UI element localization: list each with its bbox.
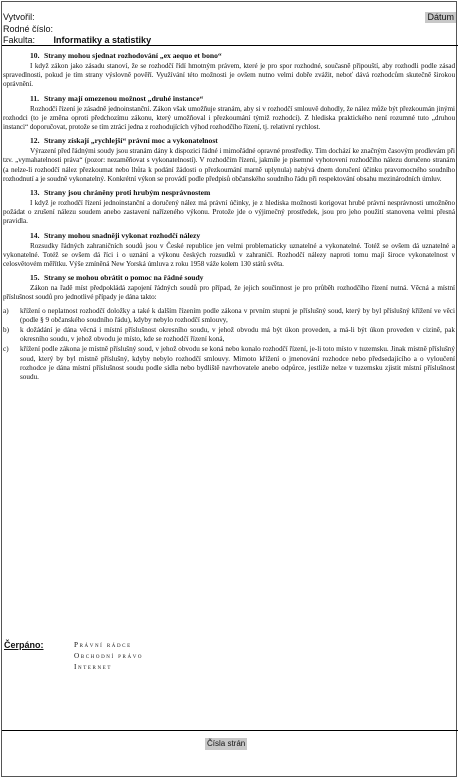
section — [3, 136, 455, 184]
section-paragraph: Zákon na řadě míst předpokládá zapojení řádných soudů pro případ, že jejich součinnost je pro průběh rozhodčího řízení nutná. Věcná a místní příslušnost soudů pro jednotlivé případy je dána takto: — [3, 284, 455, 302]
section-title: Strany mohou snadněji vykonat rozhodčí nálezy — [44, 230, 201, 240]
faculty-value: Informatiky a statistiky — [53, 35, 152, 45]
section-title: Strany se mohou obrátit o pomoc na řádné soudy — [44, 273, 204, 283]
section-number: 10. — [30, 51, 40, 60]
list-item — [3, 326, 455, 344]
source-item: Internet — [74, 663, 112, 671]
date-field: Dátum — [427, 12, 454, 22]
section — [3, 231, 455, 270]
faculty-label: Fakulta: — [3, 35, 36, 45]
section-heading — [3, 273, 455, 283]
section-heading — [3, 51, 455, 61]
footer-divider — [2, 730, 458, 731]
sources-label: Čerpáno: — [4, 640, 44, 650]
section-heading — [3, 136, 455, 146]
source-item: Obchodní právo — [74, 652, 144, 660]
section-heading — [3, 188, 455, 198]
list-item — [3, 345, 455, 382]
section-heading — [3, 94, 455, 104]
section — [3, 188, 455, 227]
list-item-text: k dožádání je dána věcná i místní příslušnost okresního soudu, v jehož obvodu má být úkon proveden, a má-li být úkon proveden v cizině, pak okresního soudu, v jehož obvodu je místo, kde se rozhodčí řízení koná, — [20, 326, 455, 344]
section-number: 12. — [30, 136, 40, 146]
sources-block — [4, 640, 143, 673]
sources-list — [74, 640, 143, 673]
section-title: Strany mají omezenou možnost „druhé instance“ — [44, 93, 204, 103]
section-title: Strany získají „rychlejší“ právní moc a vykonatelnost — [44, 136, 218, 146]
source-item: Právní rádce — [74, 641, 132, 649]
page-numbers-field: Čísla strán — [207, 739, 246, 748]
section — [3, 273, 455, 382]
header-divider — [2, 45, 458, 46]
section-paragraph: Rozsudky řádných zahraničních soudů jsou v České republice jen velmi problematicky uznatelné a vykonatelné. Totéž se ovšem dá uznatelné a vykonatelné. Totéž se ovšem dá říci i o uznání a výkonu českých rozsudků v zahraničí. Rozhodčí nálezy naproti tomu mají široce vykonatelnost v celosvětovém měřítku. Výše zmíněná New Yorská úmluva z roku 1958 váže kolem 130 států světa. — [3, 241, 455, 269]
section-number: 11. — [30, 93, 40, 103]
list-item-text: křížení o neplatnost rozhodčí doložky a také k dalším řízením podle zákona v prvním stupni je příslušný soud, který by byl příslušný křížení ve věci (podle § 9 občanského soudního řádu), kdyby nebylo rozhodčí smlouvy, — [20, 306, 455, 324]
section-title: Strany mohou sjednat rozhodování „ex aequo et bono“ — [44, 51, 222, 60]
section-number: 15. — [30, 273, 40, 283]
section-paragraph: Rozhodčí řízení je zásadně jednoinstanční. Zákon však umožňuje stranám, aby si v rozhodčí smlouvě dohodly, že nález může být přezkoumán jinými rozhodci (to je změna oproti předchozímu zákonu, který umožňoval i přezkoumání týmiž rozhodci). Z hlediska praktického není rozumné tuto „druhou instanci“ doporučovat, protože se tím ztrácí jedna z rozhodujících výhod rozhodčího řízení, tj. relativní rychlost. — [3, 104, 455, 132]
court-jurisdiction-list — [3, 307, 455, 383]
list-item-text: křížení podle zákona je místně příslušný soud, v jehož obvodu se koná nebo konalo rozhodčí řízení, je-li toto místo v tuzemsku. Jinak místně příslušný soud, který by byl místně příslušný, kdyby nebylo rozhodčí smlouvy. Mimoto křížení o jmenování rozhodce nebo předsedajícího a o vyloučení rozhodce je dána místní příslušnost soudu podle sídla nebo bydliště navrhovatele anebo odpůrce, jestliže nelze v tuzemsku zjistit místní příslušnost soudu. — [20, 345, 455, 382]
section-heading — [3, 231, 455, 241]
list-item-label: a) — [3, 306, 9, 315]
document-body — [3, 51, 455, 383]
section-title: Strany jsou chráněny proti hrubým nesprávnostem — [44, 188, 211, 198]
birth-number-label: Rodné číslo: — [3, 24, 54, 34]
author-label: Vytvořil: — [3, 12, 35, 22]
section — [3, 94, 455, 133]
section-number: 13. — [30, 188, 40, 198]
birth-number-row — [3, 24, 53, 35]
author-row — [3, 12, 35, 23]
list-item-label: b) — [3, 326, 9, 335]
section — [3, 51, 455, 90]
section-paragraph: Výrazení před řádnými soudy jsou stranám dány k dispozici řádné i mimořádné opravné prostředky. Tím dochází ke značným časovým prodlevám při tzv. „vymahatelnosti práva“ (pozor: nezaměňovat s vykonatelností). V rozhodčím řízení, jakmile je písemné vyhotovení rozhodčího nálezu doručeno stranám (a nelze-li rozhodčí nález přezkoumat nebo lhůta k podání žádosti o přezkoumání marně uplynula) nabývá dnem doručení účinku pravomocného soudního rozhodnutí a je soudně vykonatelný. Konkrétní výkon se provádí podle předpisů občanského soudního řádu při respektování obsahu mezinárodních úmluv. — [3, 147, 455, 183]
section-paragraph: I když je rozhodčí řízení jednoinstanční a doručený nález má právní účinky, je z hlediska možnosti korigovat hrubé právní nesprávnosti umožněno požádat o zrušení nálezu soudem anebo zastavení nařízeného výkonu. Protože jde o výjimečný prostředek, jsou pro jeho použití stanovena velmi přesná pravidla. — [3, 199, 455, 226]
section-number: 14. — [30, 230, 40, 240]
list-item-label: c) — [3, 345, 9, 354]
section-paragraph: I když zákon jako zásadu stanoví, že se rozhodčí řídí hmotným právem, které je pro spor rozhodné, současně připouští, aby rozhodli podle zásad spravedlnosti, pokud je tím strany výslovně pověří. Využívání této možnosti je ovšem nutno velmi dobře zvážit, neboť dává rozhodcům skutečně širokou oprávnění. — [3, 62, 455, 89]
list-item — [3, 307, 455, 325]
